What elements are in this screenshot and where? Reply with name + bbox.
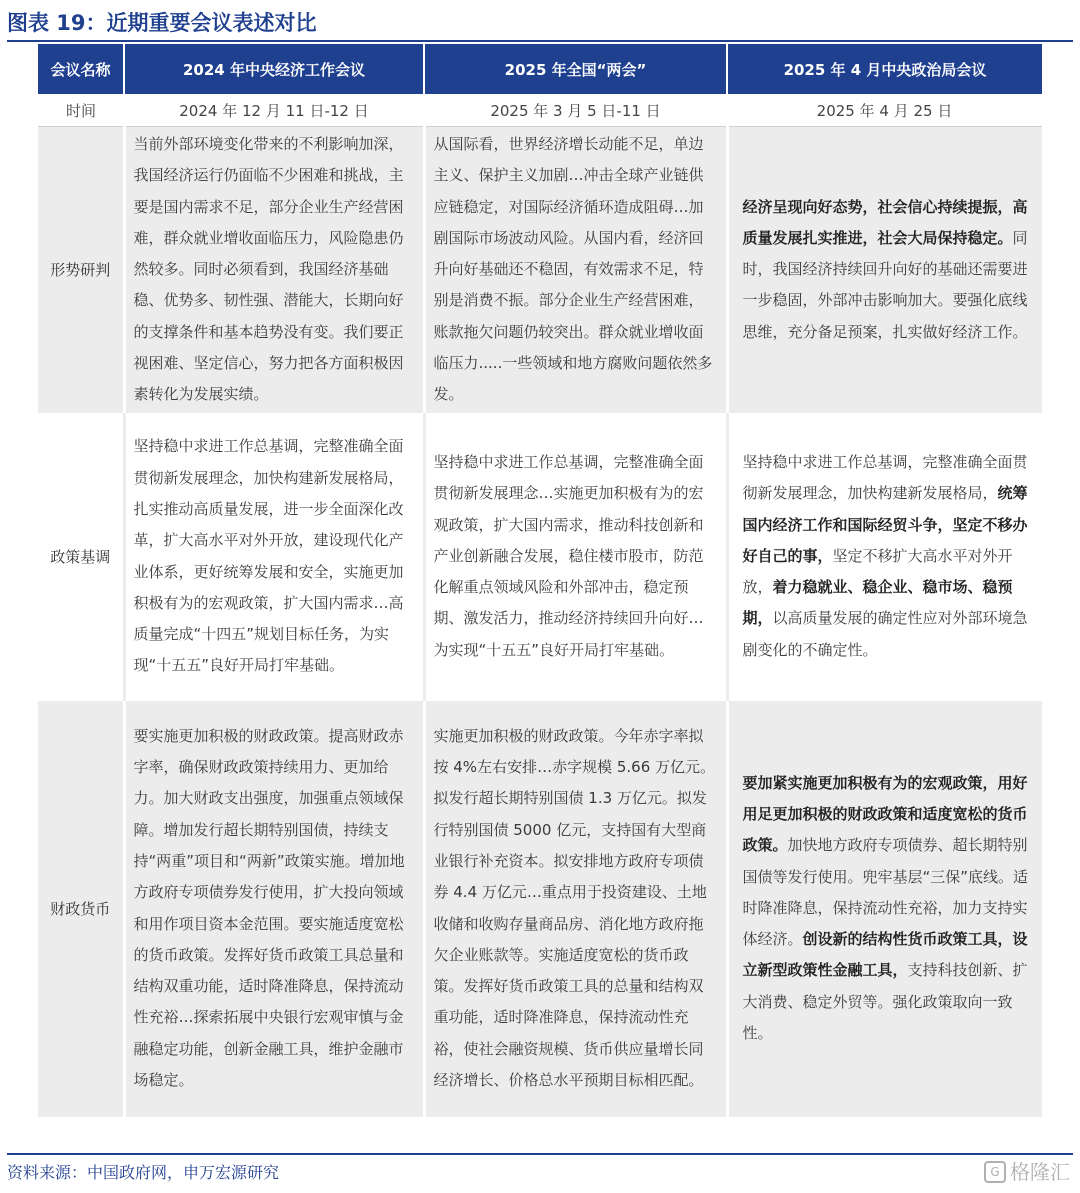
source-footer: 资料来源：中国政府网，申万宏源研究 <box>7 1153 1073 1193</box>
text-segment: 同时，我国经济持续回升向好的基础还需要进一步稳固，外部冲击影响加大。要强化底线思维，充分备足预案，扎实做好经济工作。 <box>742 228 1028 341</box>
text-segment: 当前外部环境变化带来的不利影响加深，我国经济运行仍面临不少困难和挑战，主要是国内需求不足，部分企业生产经营困难，群众就业增收面临压力，风险隐患仍然较多。同时必须看到，我国经济基础稳、优势多、韧性强、潜能大，长期向好的支撑条件和基本趋势没有变。我们要正视困难、坚定信心，努力把各方面积极因素转化为发展实绩。 <box>133 134 404 404</box>
comparison-table <box>38 44 1042 1117</box>
table-cell <box>424 127 727 413</box>
text-segment: 实施更加积极的财政政策。今年赤字率拟按 4%左右安排…赤字规模 5.66 万亿元。拟发行超长期特别国债 1.3 万亿元。拟发行特别国债 5000 亿元，支持国有大型商业银行补充资本。拟安排地方政府专项债券 4.4 万亿元…重点用于投资建设、土地收储和收购存量商品房、消化地方政府拖欠企业账款等。实施适度宽松的货币政策。发挥好货币政策工具的总量和结构双重功能，适时降准降息，保持流动性充裕，使社会融资规模、货币供应量增长同经济增长、价格总水平预期目标相匹配。 <box>433 726 716 1089</box>
table-row <box>38 127 1042 413</box>
text-segment: 要实施更加积极的财政政策。提高财政赤字率，确保财政政策持续用力、更加给力。加大财政支出强度，加强重点领域保障。增加发行超长期特别国债，持续支持“两重”项目和“两新”政策实施。增加地方政府专项债券发行使用，扩大投向领域和用作项目资本金范围。要实施适度宽松的货币政策。发挥好货币政策工具总量和结构双重功能，适时降准降息，保持流动性充裕…探索拓展中央银行宏观审慎与金融稳定功能，创新金融工具，维护金融市场稳定。 <box>133 726 405 1089</box>
watermark-logo-icon: G <box>984 1161 1006 1183</box>
header-row <box>38 44 1042 94</box>
text-segment: 支持科技创新、扩大消费、稳定外贸等。强化政策取向一致性。 <box>742 961 1028 1043</box>
text-segment: 坚持稳中求进工作总基调，完整准确全面贯彻新发展理念…实施更加积极有为的宏观政策，扩大国内需求，推动科技创新和产业创新融合发展，稳住楼市股市，防范化解重点领域风险和外部冲击，稳定预期、激发活力，推动经济持续回升向好…为实现“十五五”良好开局打牢基础。 <box>433 452 704 659</box>
bold-text-segment: 经济呈现向好态势，社会信心持续提振，高质量发展扎实推进，社会大局保持稳定。 <box>742 197 1028 247</box>
time-label: 时间 <box>38 94 124 127</box>
time-value: 2025 年 4 月 25 日 <box>727 94 1042 127</box>
header-cewc-2024: 2024 年中央经济工作会议 <box>124 44 424 94</box>
table-row <box>38 701 1042 1117</box>
text-segment: 坚持稳中求进工作总基调，完整准确全面贯彻新发展理念，加快构建新发展格局，扎实推动高质量发展，进一步全面深化改革，扩大高水平对外开放，建设现代化产业体系，更好统筹发展和安全，实施更加积极有为的宏观政策，扩大国内需求…高质量完成“十四五”规划目标任务，为实现“十五五”良好开局打牢基础。 <box>133 437 404 675</box>
text-segment: 坚持稳中求进工作总基调，完整准确全面贯彻新发展理念，加快构建新发展格局， <box>742 452 1028 503</box>
table-row <box>38 413 1042 701</box>
row-label: 形势研判 <box>38 127 124 413</box>
header-meeting-name: 会议名称 <box>38 44 124 94</box>
table-cell <box>727 701 1042 1117</box>
table-cell <box>124 127 424 413</box>
time-value: 2025 年 3 月 5 日-11 日 <box>424 94 727 127</box>
text-segment: 以高质量发展的确定性应对外部环境急剧变化的不确定性。 <box>742 609 1028 659</box>
text-segment: 坚定不移扩大高水平对外开放， <box>742 546 1013 597</box>
table-cell <box>424 413 727 701</box>
row-label: 政策基调 <box>38 413 124 701</box>
bold-text-segment: 着力稳就业、稳企业、稳市场、稳预期， <box>742 578 1013 628</box>
watermark-text: 格隆汇 <box>1010 1160 1070 1184</box>
text-segment: 加快地方政府专项债券、超长期特别国债等发行使用。兜牢基层“三保”底线。适时降准降息，保持流动性充裕，加力支持实体经济。 <box>742 836 1029 949</box>
time-value: 2024 年 12 月 11 日-12 日 <box>124 94 424 127</box>
table-cell <box>727 127 1042 413</box>
table-cell <box>124 413 424 701</box>
row-label: 财政货币 <box>38 701 124 1117</box>
text-segment: 从国际看，世界经济增长动能不足，单边主义、保护主义加剧…冲击全球产业链供应链稳定，对国际经济循环造成阻碍…加剧国际市场波动风险。从国内看，经济回升向好基础还不稳固，有效需求不足，特别是消费不振。部分企业生产经营困难，账款拖欠问题仍较突出。群众就业增收面临压力.....一些领域和地方腐败问题依然多发。 <box>433 134 713 404</box>
header-politburo-2025-04: 2025 年 4 月中央政治局会议 <box>727 44 1042 94</box>
bold-text-segment: 统筹国内经济工作和国际经贸斗争，坚定不移办好自己的事， <box>742 484 1028 565</box>
header-two-sessions-2025: 2025 年全国“两会” <box>424 44 727 94</box>
table-cell <box>124 701 424 1117</box>
page-title: 图表 19：近期重要会议表述对比 <box>7 6 1073 42</box>
bold-text-segment: 要加紧实施更加积极有为的宏观政策，用好用足更加积极的财政政策和适度宽松的货币政策。 <box>742 773 1028 855</box>
table-cell <box>424 701 727 1117</box>
time-row <box>38 94 1042 127</box>
bold-text-segment: 创设新的结构性货币政策工具，设立新型政策性金融工具， <box>742 930 1028 980</box>
watermark <box>984 1156 1070 1188</box>
table-cell <box>727 413 1042 701</box>
